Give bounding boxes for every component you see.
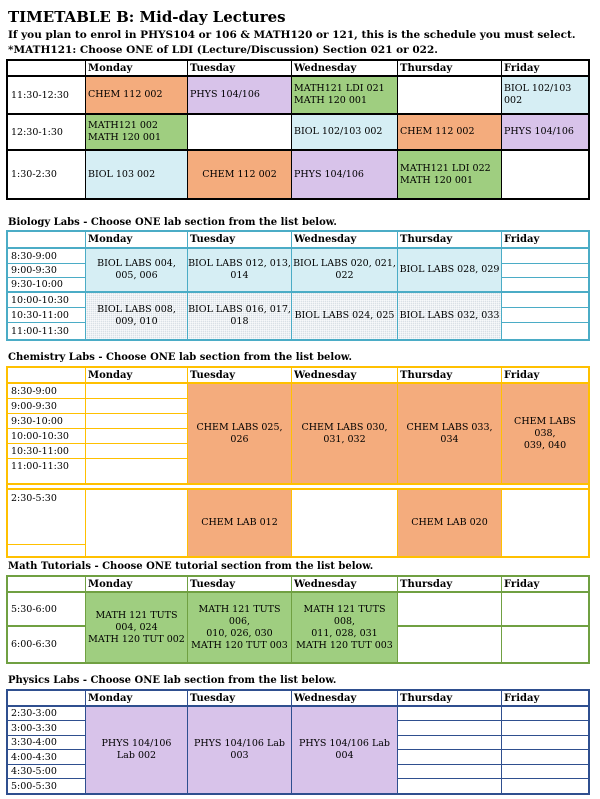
cell-text [188, 258, 291, 282]
cell-line: BIOL LABS 020, 021, [293, 258, 396, 269]
header-thursday: Thursday [398, 368, 502, 384]
cell-line: BIOL LABS 032, 033 [399, 310, 500, 321]
cell-line: CHEM LAB 020 [411, 517, 488, 528]
header-monday: Monday [86, 577, 188, 593]
cell-line: MATH 120 TUT 003 [296, 639, 393, 651]
cell-line: CHEM 112 002 [400, 126, 475, 137]
chem-time: 9:00-9:30 [8, 399, 86, 414]
lecture-cell [292, 77, 398, 115]
cell-line: MATH121 LDI 021 [294, 83, 385, 94]
phys-lab-cell [188, 707, 292, 793]
header-wednesday: Wednesday [292, 691, 398, 707]
cell-text [88, 89, 163, 101]
cell-text [295, 310, 395, 322]
header-tuesday: Tuesday [188, 577, 292, 593]
chemistry-title: Chemistry Labs - Choose ONE lab section from the list below. [8, 352, 352, 363]
header-thursday: Thursday [398, 691, 502, 707]
cell-text [411, 517, 488, 529]
phys-time: 4:30-5:00 [8, 765, 86, 779]
cell-line: 018 [230, 316, 249, 327]
cell-text [299, 738, 390, 762]
lecture-time-130: 1:30-2:30 [8, 151, 86, 198]
page-title: TIMETABLE B: Mid-day Lectures [8, 8, 286, 26]
header-tuesday: Tuesday [188, 61, 292, 77]
chem-time: 9:30-10:00 [8, 414, 86, 429]
cell-text [102, 738, 172, 762]
lectures-table [6, 59, 590, 200]
cell-line: PHYS 104/106 Lab [298, 738, 390, 749]
header-monday: Monday [86, 368, 188, 384]
header-friday: Friday [502, 232, 588, 249]
bio-lab-cell [398, 249, 502, 293]
cell-text [400, 264, 500, 276]
bio-time: 8:30-9:00 [8, 249, 86, 264]
biology-table [6, 230, 590, 341]
cell-text [188, 304, 291, 328]
bio-time: 9:00-9:30 [8, 264, 86, 278]
cell-line: BIOL 102/103 002 [294, 126, 383, 137]
bio-lab-cell [292, 293, 398, 339]
header-friday: Friday [502, 61, 588, 77]
cell-line: 003 [230, 750, 249, 761]
bio-time: 11:00-11:30 [8, 323, 86, 339]
phys-time: 3:00-3:30 [8, 721, 86, 736]
cell-text [292, 604, 397, 652]
lecture-cell [398, 151, 502, 198]
cell-line: 002 [504, 95, 523, 106]
phys-time: 4:00-4:30 [8, 750, 86, 765]
cell-line: 039, 040 [523, 439, 567, 451]
header-thursday: Thursday [398, 61, 502, 77]
chem-time: 11:00-11:30 [8, 459, 86, 485]
cell-line: MATH 121 TUTS [95, 609, 178, 621]
cell-text [504, 126, 574, 138]
cell-line: 014 [230, 270, 249, 281]
phys-lab-cell [292, 707, 398, 793]
math-tut-cell [292, 593, 398, 662]
cell-text [400, 126, 475, 138]
cell-text [502, 416, 588, 452]
cell-line: BIOL LABS 012, 013, [188, 258, 291, 269]
cell-line: CHEM LABS 038, [514, 415, 576, 439]
cell-line: BIOL LABS 028, 029 [399, 264, 500, 275]
lecture-cell [86, 115, 188, 151]
cell-line: BIOL LABS 008, [97, 304, 176, 315]
cell-line: PHYS 104/106 [504, 126, 574, 137]
bio-time: 10:00-10:30 [8, 293, 86, 308]
header-monday: Monday [86, 691, 188, 707]
header-tuesday: Tuesday [188, 368, 292, 384]
cell-text [294, 83, 385, 107]
header-thursday: Thursday [398, 577, 502, 593]
physics-title: Physics Labs - Choose ONE lab section from the list below. [8, 675, 337, 686]
biology-title: Biology Labs - Choose ONE lab section from the list below. [8, 217, 337, 228]
cell-line: PHYS 104/106 [101, 738, 172, 749]
lecture-cell [292, 151, 398, 198]
lecture-cell [188, 151, 292, 198]
bio-lab-cell [86, 293, 188, 339]
cell-line: MATH 120 001 [88, 132, 161, 143]
cell-text [301, 422, 387, 446]
cell-line: MATH 120 TUT 003 [191, 639, 288, 651]
cell-text [97, 258, 176, 282]
cell-text [504, 83, 571, 107]
math-tut-cell [188, 593, 292, 662]
chem-time: 10:30-11:00 [8, 444, 86, 459]
cell-text [190, 89, 260, 101]
header-thursday: Thursday [398, 232, 502, 249]
cell-line: PHYS 104/106 Lab [193, 738, 285, 749]
cell-text [400, 163, 491, 187]
header-tuesday: Tuesday [188, 691, 292, 707]
cell-text [400, 310, 500, 322]
cell-line: 004 [335, 750, 354, 761]
lecture-cell [398, 115, 502, 151]
phys-time: 3:30-4:00 [8, 736, 86, 750]
cell-line: MATH121 002 [88, 120, 158, 131]
chem-time: 8:30-9:00 [8, 384, 86, 399]
cell-line: 009, 010 [115, 316, 158, 327]
cell-line: BIOL LABS 016, 017, [188, 304, 291, 315]
cell-text [294, 126, 382, 138]
cell-text [97, 304, 176, 328]
bio-time: 9:30-10:00 [8, 278, 86, 293]
cell-line: CHEM LABS 033, 034 [406, 421, 493, 445]
cell-line: PHYS 104/106 [294, 168, 364, 180]
cell-line: MATH 121 TUTS 006, [198, 603, 281, 627]
phys-time: 5:00-5:30 [8, 779, 86, 793]
math-tut-cell [86, 593, 188, 662]
cell-line: CHEM LAB 012 [201, 517, 278, 528]
cell-line: CHEM 112 002 [88, 89, 163, 100]
bio-lab-cell [188, 293, 292, 339]
lecture-cell [292, 115, 398, 151]
lecture-cell [86, 151, 188, 198]
cell-line: PHYS 104/106 [190, 89, 260, 100]
phys-time: 2:30-3:00 [8, 707, 86, 721]
cell-text [398, 422, 501, 446]
instruction-line-2: *MATH121: Choose ONE of LDI (Lecture/Discussion) Section 021 or 022. [8, 44, 438, 56]
cell-line: MATH 120 001 [294, 95, 367, 106]
cell-line: CHEM 112 002 [202, 168, 277, 180]
math-time: 5:30-6:00 [8, 593, 86, 627]
cell-line: 031, 032 [323, 433, 366, 445]
chem-time: 10:00-10:30 [8, 429, 86, 444]
chem-lab-cell [398, 490, 502, 556]
cell-line: 022 [335, 270, 354, 281]
cell-text [194, 738, 285, 762]
header-friday: Friday [502, 368, 588, 384]
math-time: 6:00-6:30 [8, 627, 86, 662]
header-monday: Monday [86, 232, 188, 249]
lecture-time-1130: 11:30-12:30 [8, 77, 86, 115]
lecture-cell [502, 77, 588, 115]
cell-text [202, 169, 277, 181]
instruction-line-1: If you plan to enrol in PHYS104 or 106 & MATH120 or 121, this is the schedule you must select. [8, 29, 576, 41]
cell-line: 004, 024 [115, 621, 158, 633]
cell-line: BIOL LABS 024, 025 [294, 310, 395, 321]
cell-text [88, 120, 161, 144]
cell-line: MATH 120 TUT 002 [88, 633, 185, 645]
cell-line: MATH121 LDI 022 [400, 162, 491, 174]
cell-line: CHEM LABS 030, [301, 421, 388, 433]
math-title: Math Tutorials - Choose ONE tutorial section from the list below. [8, 561, 374, 572]
cell-line: 005, 006 [115, 270, 158, 281]
header-monday: Monday [86, 61, 188, 77]
cell-line: BIOL 102/103 [504, 83, 572, 94]
bio-time: 10:30-11:00 [8, 308, 86, 323]
chem-time-late: 2:30-5:30 [8, 490, 86, 545]
bio-lab-cell [188, 249, 292, 293]
cell-text [188, 422, 291, 446]
math-table [6, 575, 590, 664]
lecture-cell [188, 77, 292, 115]
lecture-time-1230: 12:30-1:30 [8, 115, 86, 151]
header-friday: Friday [502, 691, 588, 707]
cell-text [88, 169, 155, 181]
bio-lab-cell [398, 293, 502, 339]
cell-line: MATH 121 TUTS 008, [303, 603, 386, 627]
chem-lab-cell [502, 384, 588, 485]
cell-line: MATH 120 001 [400, 174, 473, 186]
chemistry-table [6, 366, 590, 558]
chem-lab-cell [188, 384, 292, 485]
header-wednesday: Wednesday [292, 577, 398, 593]
header-wednesday: Wednesday [292, 61, 398, 77]
chem-lab-cell [292, 384, 398, 485]
chem-lab-cell [188, 490, 292, 556]
bio-lab-cell [292, 249, 398, 293]
lecture-cell [502, 115, 588, 151]
cell-line: 010, 026, 030 [206, 627, 273, 639]
chem-lab-cell [398, 384, 502, 485]
cell-text [294, 169, 364, 181]
cell-text [88, 610, 185, 646]
header-friday: Friday [502, 577, 588, 593]
cell-text [293, 258, 396, 282]
header-wednesday: Wednesday [292, 232, 398, 249]
cell-line: CHEM LABS 025, 026 [196, 421, 283, 445]
bio-lab-cell [86, 249, 188, 293]
phys-lab-cell [86, 707, 188, 793]
header-wednesday: Wednesday [292, 368, 398, 384]
cell-line: BIOL 103 002 [88, 168, 156, 180]
cell-line: BIOL LABS 004, [97, 258, 176, 269]
lecture-cell [86, 77, 188, 115]
header-tuesday: Tuesday [188, 232, 292, 249]
cell-text [201, 517, 278, 529]
cell-text [188, 604, 291, 652]
cell-line: 011, 028, 031 [311, 627, 378, 639]
cell-line: Lab 002 [116, 750, 157, 761]
physics-table [6, 689, 590, 795]
